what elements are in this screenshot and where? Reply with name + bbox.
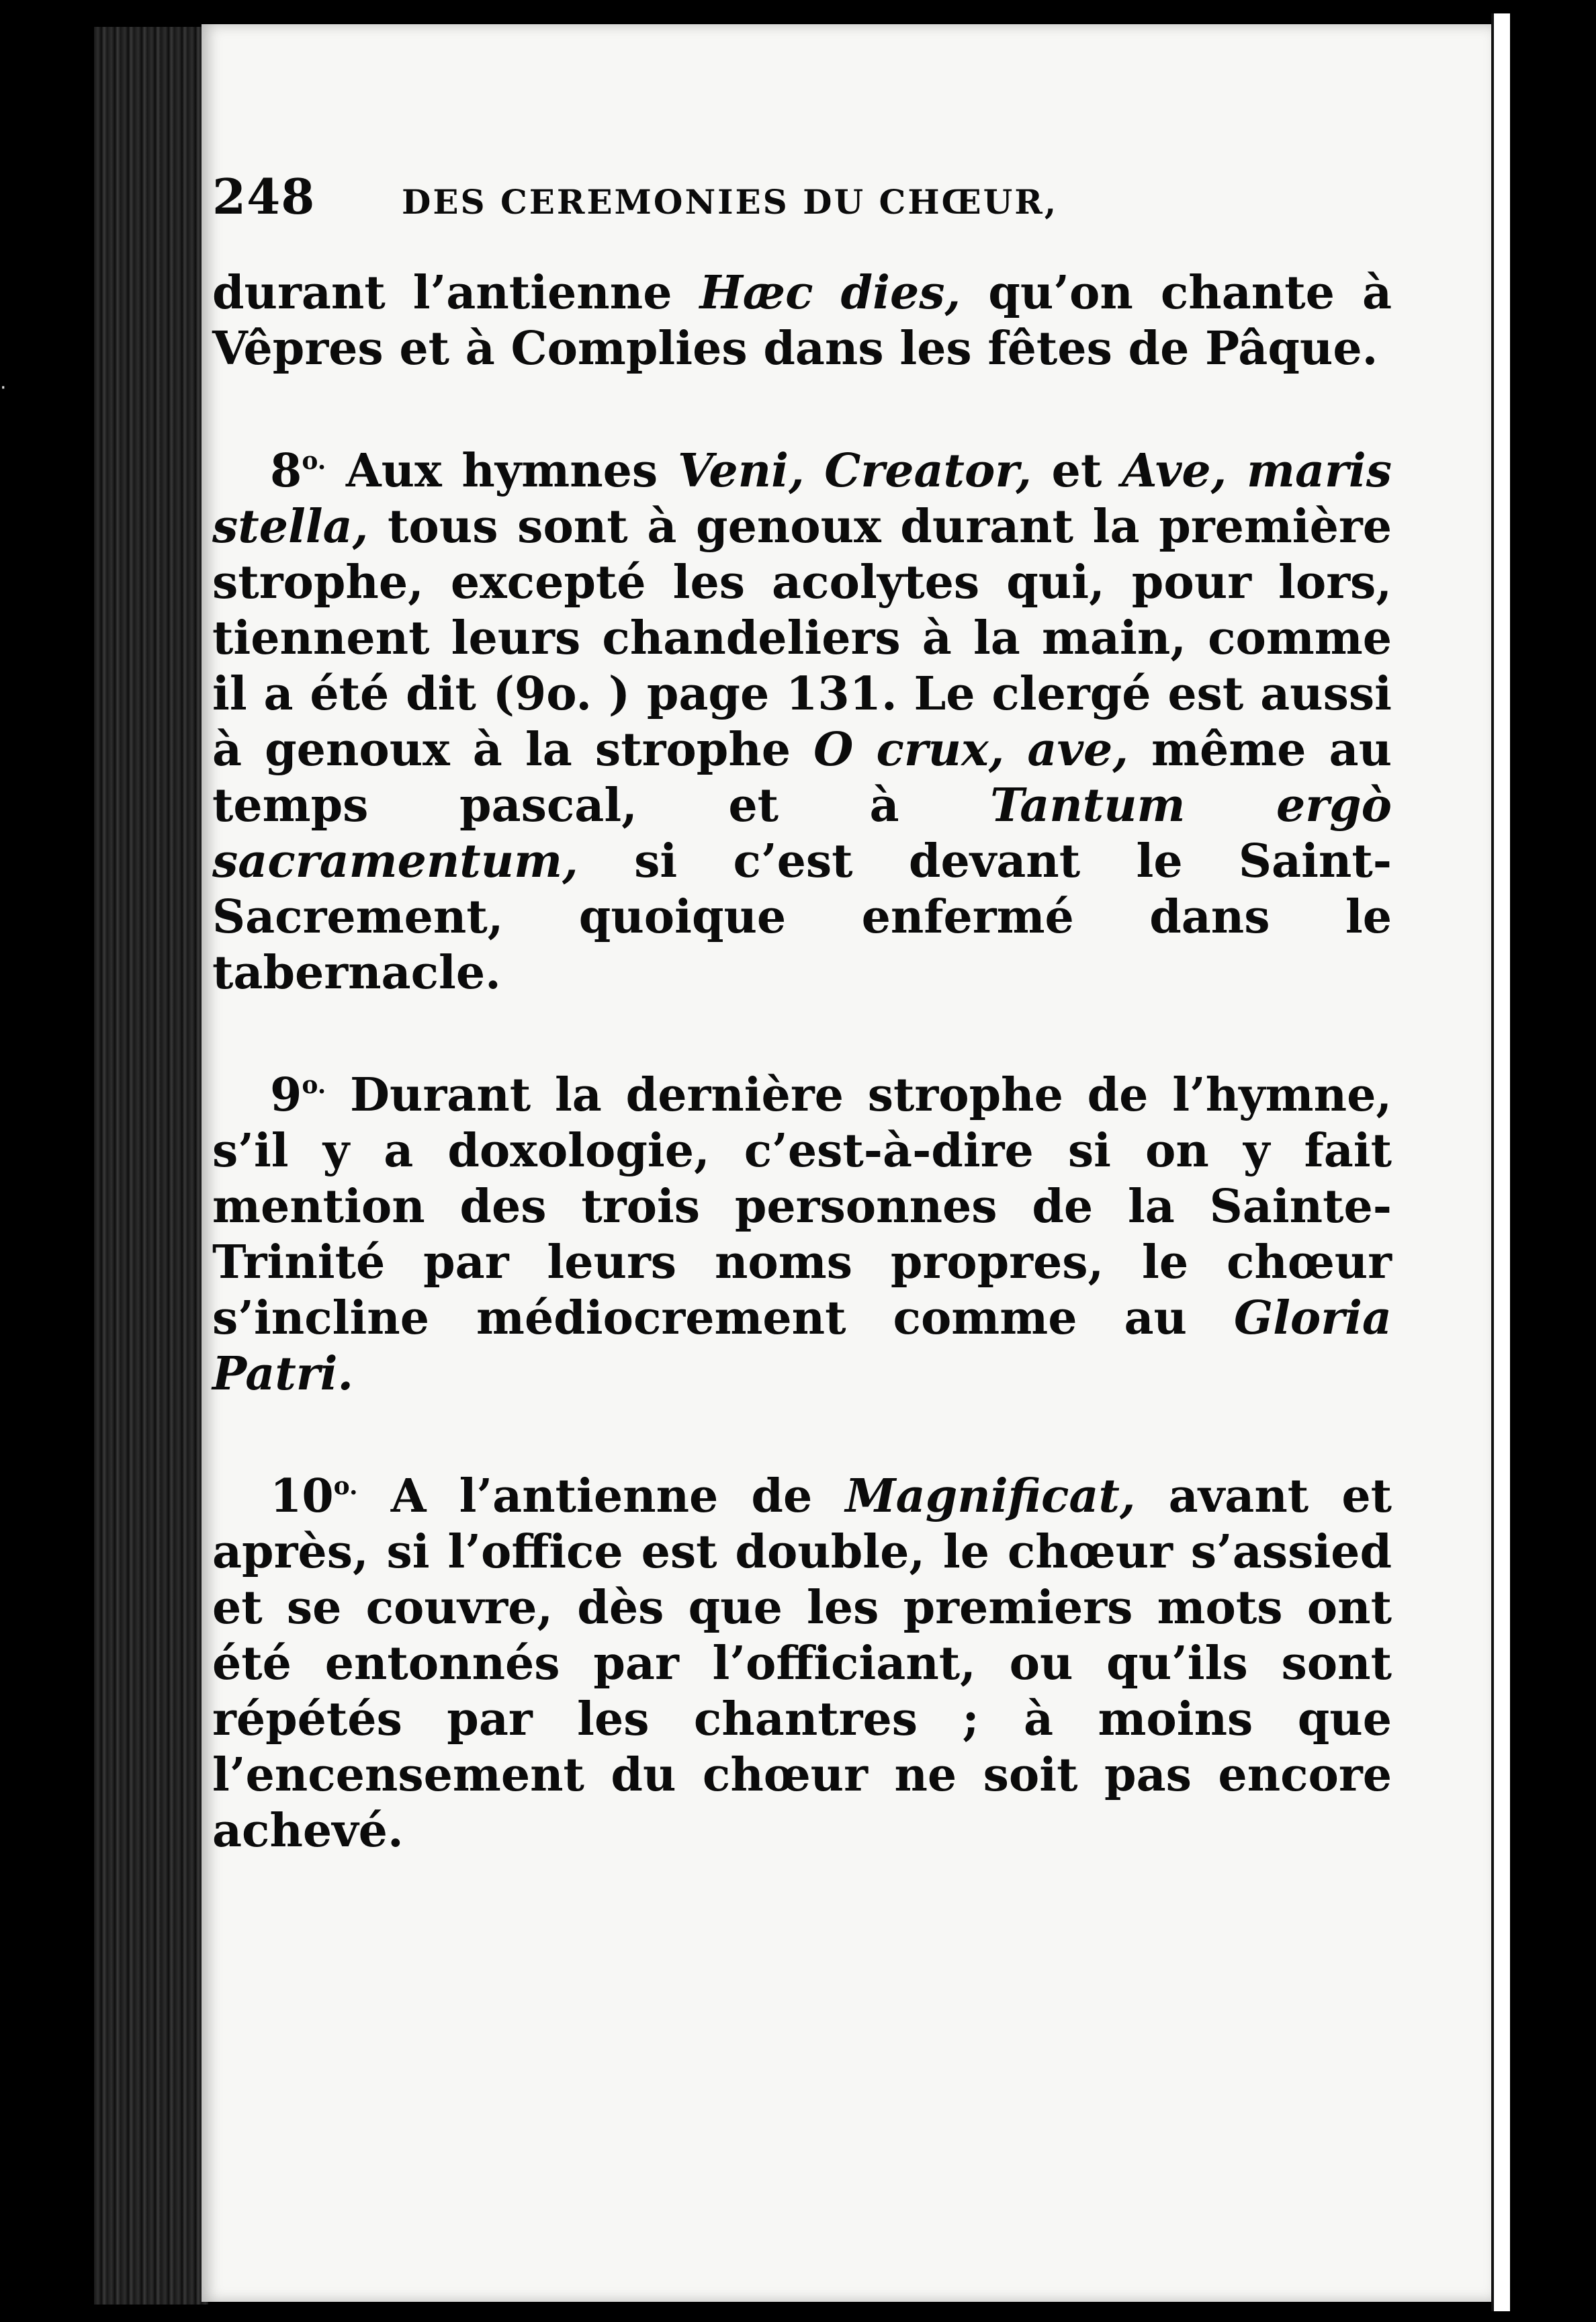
paragraph-9 [212, 1058, 1392, 1402]
paragraph-number-suffix: o. [333, 1472, 358, 1500]
running-head-title: DES CEREMONIES DU CHŒUR, [402, 182, 1059, 222]
next-page-edge [1491, 13, 1510, 2311]
paragraph-8 [212, 433, 1392, 1001]
italic-text: Hæc dies, [699, 266, 961, 320]
paragraph-10 [212, 1459, 1392, 1859]
body-text: qu’on chante à Vêpres et à Complies dans les fêtes de Pâque. [212, 266, 1392, 376]
italic-text: Tantum ergò sacramentum, [212, 779, 1392, 888]
paragraph-continued [212, 265, 1392, 377]
body-text: durant l’antienne [212, 266, 700, 320]
scan-speck-icon: · [0, 376, 7, 400]
italic-text: Ave, maris stella, [212, 444, 1392, 554]
paragraph-number: $10^{o.}$ [270, 1469, 358, 1523]
paragraph-number-suffix: o. [302, 1071, 326, 1099]
body-text: Durant la dernière strophe de l’hymne, s’il y a doxologie, c’est-à-dire si on y fait mention des trois personnes de la Sainte-Trinité par leurs noms propres, le chœur s’incline médiocrement comme au [212, 1068, 1392, 1345]
paragraph-number: $8^{o.}$ [270, 444, 326, 498]
body-text: et [1031, 444, 1122, 498]
body-text: même au temps pascal, et à [212, 723, 1392, 832]
italic-text: Magnificat, [845, 1469, 1136, 1523]
paragraph-number-suffix: o. [302, 447, 326, 475]
body-text: avant et après, si l’office est double, le chœur s’assied et se couvre, dès que les premiers mots ont été entonnés par l’officiant, ou qu’ils sont répétés par les chantres ; à moins que l’encensement du chœur ne soit pas encore achevé. [212, 1469, 1392, 1858]
body-text: Aux hymnes [326, 444, 678, 498]
body-text: tous sont à genoux durant la première strophe, excepté les acolytes qui, pour lors, tiennent leurs chandeliers à la main, comme il a été dit (9o. ) page 131. Le clergé est aussi à genoux à la strophe [212, 500, 1392, 777]
page-number: 248 [212, 168, 316, 225]
body-text: A l’antienne de [357, 1469, 846, 1523]
paragraph-number: $9^{o.}$ [270, 1068, 326, 1122]
running-head [212, 168, 1392, 225]
italic-text: Veni, Creator, [677, 444, 1032, 498]
page-content [212, 168, 1392, 1916]
book-spine [94, 27, 208, 2305]
italic-text: O crux, ave, [813, 723, 1128, 777]
italic-text: Gloria Patri. [212, 1291, 1392, 1401]
body-text: si c’est devant le Saint-Sacrement, quoique enfermé dans le tabernacle. [212, 834, 1392, 1000]
